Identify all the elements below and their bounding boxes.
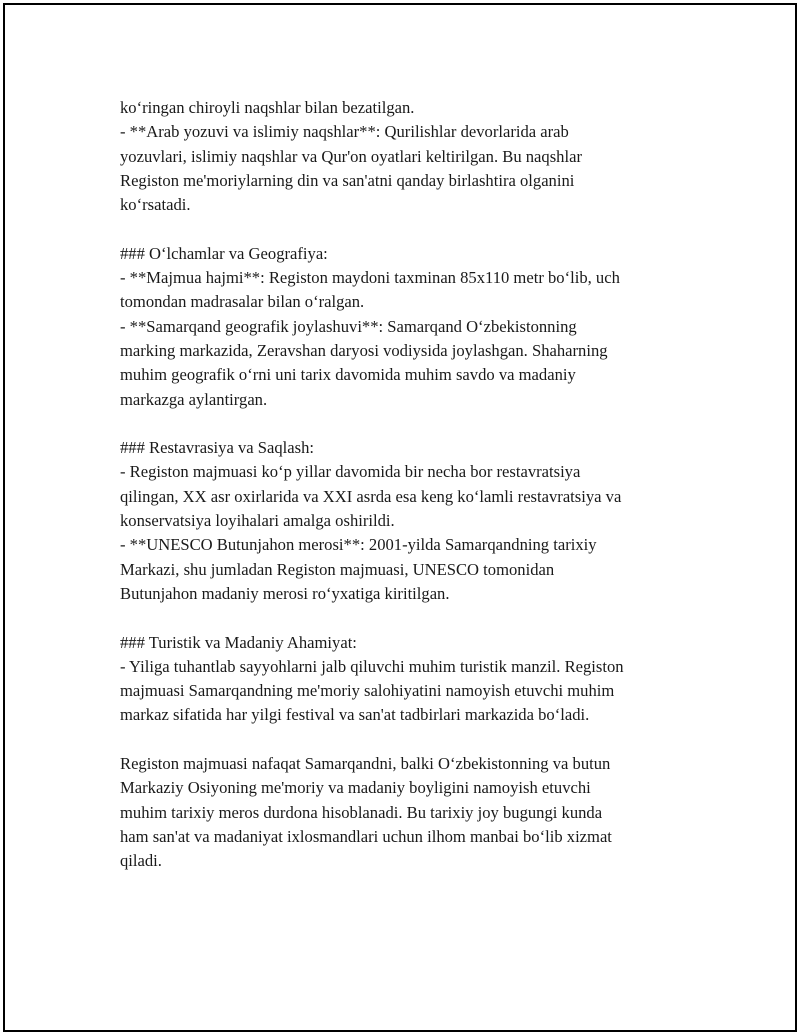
text-line: muhim geografik o‘rni uni tarix davomida muhim savdo va madaniy [120,365,576,385]
document-page [3,3,797,1032]
text-line: Registon majmuasi nafaqat Samarqandni, balki O‘zbekistonning va butun [120,754,611,774]
text-line: tomondan madrasalar bilan o‘ralgan. [120,292,365,312]
list-item-complex-size: - **Majmua hajmi**: Registon maydoni taxminan 85x110 metr bo‘lib, uch [120,268,620,288]
text-line: yozuvlari, islimiy naqshlar va Qur'on oyatlari keltirilgan. Bu naqshlar [120,146,582,166]
section-dimensions-geography [120,242,690,412]
text-line: ham san'at va madaniyat ixlosmandlari uchun ilhom manbai bo‘lib xizmat [120,826,612,846]
paragraph-conclusion [120,752,690,873]
text-line: Markaziy Osiyoning me'moriy va madaniy boyligini namoyish etuvchi [120,778,591,798]
text-line: ko‘rsatadi. [120,195,191,215]
section-heading: ### Turistik va Madaniy Ahamiyat: [120,632,357,652]
text-line: majmuasi Samarqandning me'moriy salohiyatini namoyish etuvchi muhim [120,681,615,701]
paragraph-gap [120,412,690,436]
paragraph-gap [120,217,690,241]
text-line: markaz sifatida har yilgi festival va san'at tadbirlari markazida bo‘ladi. [120,705,590,725]
paragraph-gap [120,728,690,752]
list-item-samarkand-location: - **Samarqand geografik joylashuvi**: Samarqand O‘zbekistonning [120,316,577,336]
section-restoration [120,436,690,606]
text-line: Registon me'moriylarning din va san'atni qanday birlashtira olganini [120,170,575,190]
paragraph-decorations [120,96,690,217]
document-body [120,96,690,874]
paragraph-gap [120,606,690,630]
list-item-arab-script: - **Arab yozuvi va islimiy naqshlar**: Qurilishlar devorlarida arab [120,122,569,142]
text-line: Markazi, shu jumladan Registon majmuasi, UNESCO tomonidan [120,559,555,579]
section-heading: ### O‘lchamlar va Geografiya: [120,243,328,263]
text-line: konservatsiya loyihalari amalga oshirildi. [120,511,395,531]
section-tourism [120,631,690,728]
text-line: marking markazida, Zeravshan daryosi vodiysida joylashgan. Shaharning [120,340,608,360]
text-line: Butunjahon madaniy merosi ro‘yxatiga kiritilgan. [120,583,450,603]
text-line: markazga aylantirgan. [120,389,268,409]
list-item-tourism: - Yiliga tuhantlab sayyohlarni jalb qiluvchi muhim turistik manzil. Registon [120,656,624,676]
text-line: ko‘ringan chiroyli naqshlar bilan bezatilgan. [120,98,415,117]
list-item-restoration: - Registon majmuasi ko‘p yillar davomida bir necha bor restavratsiya [120,462,581,482]
section-heading: ### Restavrasiya va Saqlash: [120,438,315,458]
text-line: qiladi. [120,851,162,871]
text-line: qilingan, XX asr oxirlarida va XXI asrda esa keng ko‘lamli restavratsiya va [120,486,622,506]
text-line: muhim tarixiy meros durdona hisoblanadi. Bu tarixiy joy bugungi kunda [120,802,603,822]
list-item-unesco: - **UNESCO Butunjahon merosi**: 2001-yilda Samarqandning tarixiy [120,535,597,555]
